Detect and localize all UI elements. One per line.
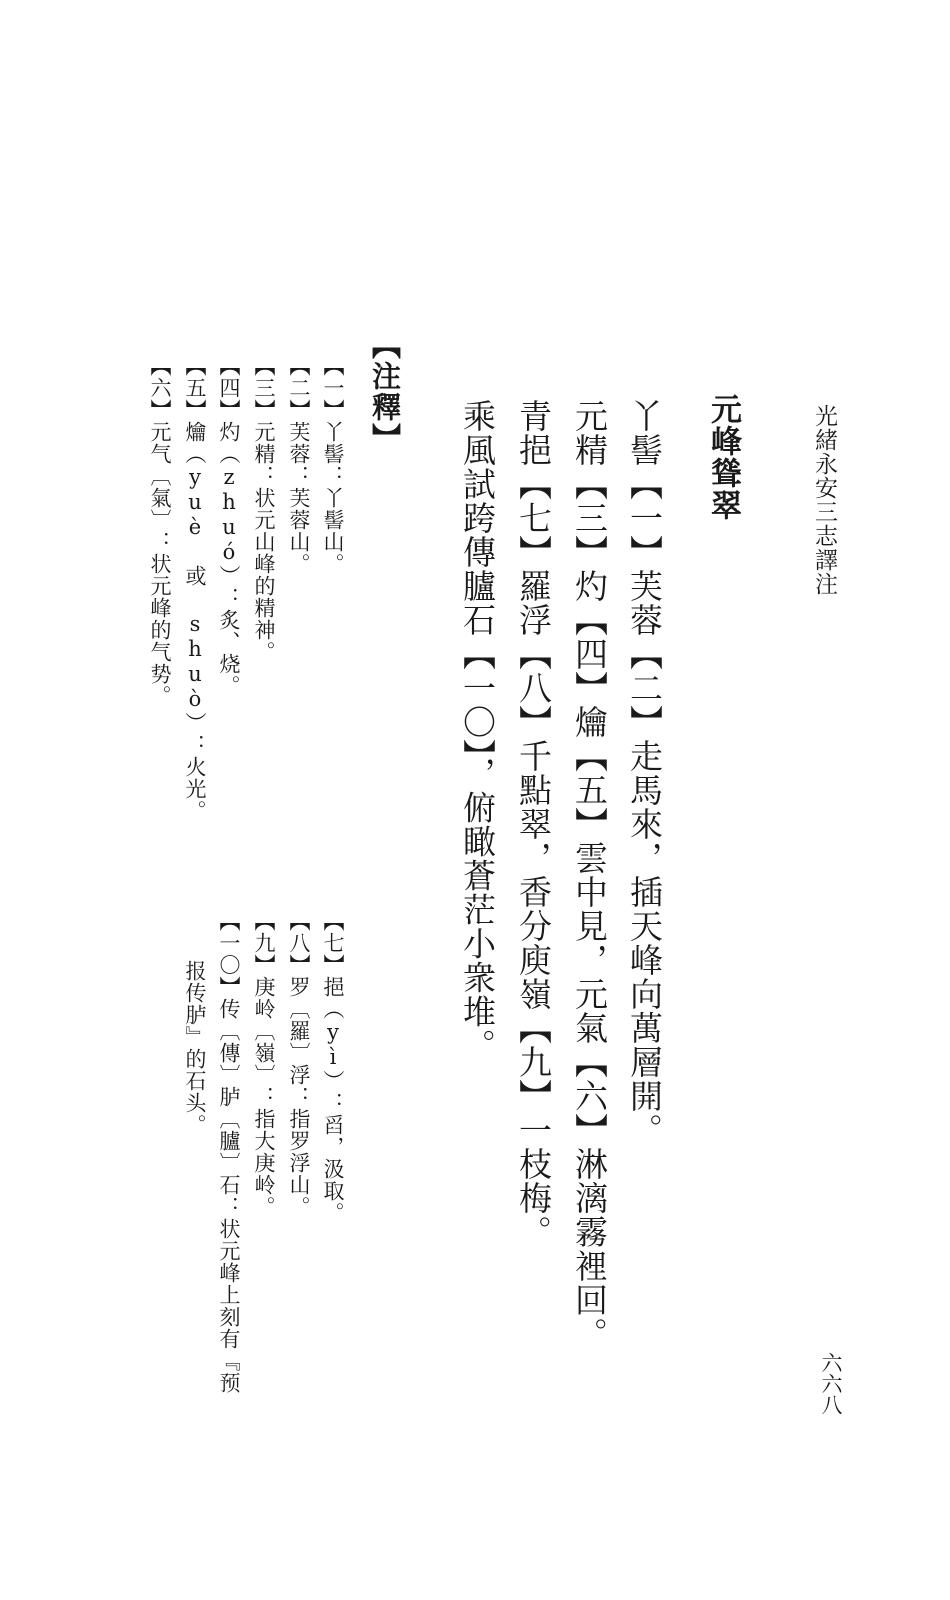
note-item: 【九】庚岭〔嶺〕：指大庚岭。 <box>252 910 276 1218</box>
poem-line: 元精【三】灼【四】爚【五】雲中見，元氣【六】淋漓霧裡回。 <box>570 399 609 1351</box>
note-item: 【五】爚（yuè 或 shuò）：火光。 <box>183 355 207 822</box>
note-item: 【八】罗〔羅〕浮：指罗浮山。 <box>287 910 311 1218</box>
note-item-continuation: 报传胪』的石头。 <box>183 960 207 1136</box>
note-item: 【二】芙蓉：芙蓉山。 <box>287 355 311 575</box>
note-item: 【一】丫髻：丫髻山。 <box>321 355 345 575</box>
poem-line: 乘風試跨傳臚石【一〇】，俯瞰蒼茫小衆堆。 <box>458 399 497 1063</box>
page-number: 六六八 <box>819 1352 843 1415</box>
notes-heading: 【注釋】 <box>368 330 402 454</box>
poem-title: 元峰聳翠 <box>705 393 741 521</box>
note-item: 【七】挹（yì）：舀，汲取。 <box>321 910 345 1224</box>
running-title: 光緒永安三志譯注 <box>811 404 837 596</box>
poem-line: 丫髻【一】芙蓉【二】走馬來，插天峰向萬層開。 <box>625 399 664 1147</box>
note-item: 【三】元精：状元山峰的精神。 <box>252 355 276 663</box>
note-item: 【六】元气〔氣〕：状元峰的气势。 <box>148 355 172 707</box>
poem-line: 青挹【七】羅浮【八】千點翠，香分庾嶺【九】一枝梅。 <box>514 399 553 1249</box>
note-item: 【四】灼（zhuó）：炙、烧。 <box>217 355 241 697</box>
note-item: 【一〇】传〔傳〕胪〔臚〕石：状元峰上刻有『预 <box>217 910 241 1394</box>
